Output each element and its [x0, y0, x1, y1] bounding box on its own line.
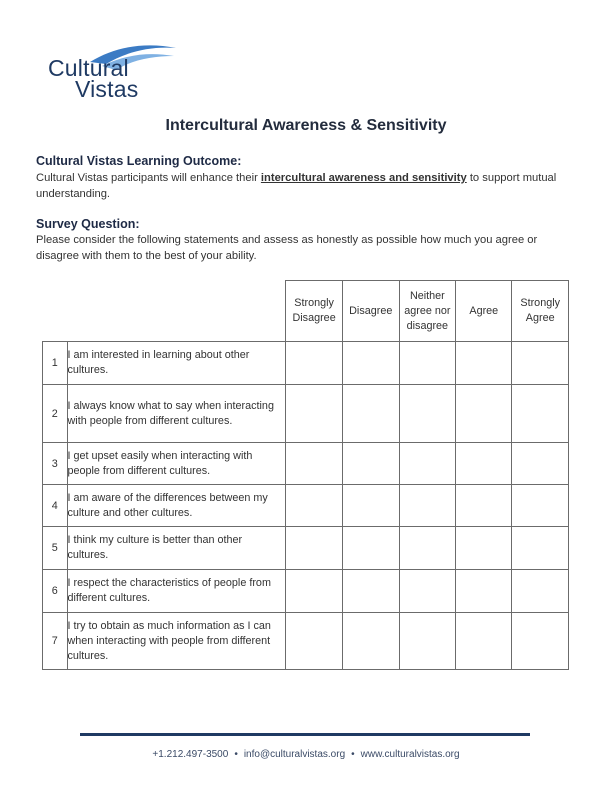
table-row — [43, 443, 569, 485]
response-cell-disagree[interactable] — [342, 342, 399, 385]
response-cell-strongly-agree[interactable] — [512, 485, 569, 527]
table-row — [43, 485, 569, 527]
response-cell-strongly-agree[interactable] — [512, 385, 569, 443]
response-cell-strongly-disagree[interactable] — [286, 613, 343, 670]
table-row — [43, 527, 569, 570]
row-number: 4 — [43, 485, 68, 527]
logo-word-cultural: Cultural — [48, 55, 129, 81]
footer-separator: • — [351, 749, 355, 760]
response-cell-agree[interactable] — [456, 570, 512, 613]
footer-divider — [80, 733, 530, 736]
response-cell-neither[interactable] — [399, 385, 456, 443]
response-cell-strongly-agree[interactable] — [512, 342, 569, 385]
row-statement: I think my culture is better than other cultures. — [67, 527, 286, 570]
response-cell-agree[interactable] — [456, 527, 512, 570]
response-cell-agree[interactable] — [456, 443, 512, 485]
response-cell-disagree[interactable] — [342, 570, 399, 613]
response-cell-strongly-agree[interactable] — [512, 570, 569, 613]
survey-table — [42, 280, 569, 670]
row-number: 1 — [43, 342, 68, 385]
outcome-highlight: intercultural awareness and sensitivity — [260, 172, 467, 184]
survey-heading: Survey Question: — [36, 217, 140, 231]
response-cell-disagree[interactable] — [342, 613, 399, 670]
row-statement: I get upset easily when interacting with people from different cultures. — [67, 443, 286, 485]
row-number: 7 — [43, 613, 68, 670]
response-cell-strongly-disagree[interactable] — [286, 385, 343, 443]
footer-contact — [0, 749, 612, 760]
table-row — [43, 342, 569, 385]
row-statement: I respect the characteristics of people from different cultures. — [67, 570, 286, 613]
scale-header-row — [43, 281, 569, 342]
header-agree: Agree — [456, 281, 512, 342]
outcome-paragraph — [36, 170, 581, 202]
footer-email[interactable]: info@culturalvistas.org — [243, 749, 346, 760]
response-cell-strongly-disagree[interactable] — [286, 485, 343, 527]
response-cell-strongly-disagree[interactable] — [286, 570, 343, 613]
response-cell-strongly-disagree[interactable] — [286, 443, 343, 485]
response-cell-strongly-disagree[interactable] — [286, 342, 343, 385]
response-cell-neither[interactable] — [399, 485, 456, 527]
response-cell-neither[interactable] — [399, 443, 456, 485]
row-statement: I am interested in learning about other cultures. — [67, 342, 286, 385]
page-title: Intercultural Awareness & Sensitivity — [165, 117, 447, 134]
response-cell-agree[interactable] — [456, 385, 512, 443]
row-statement: I am aware of the differences between my culture and other cultures. — [67, 485, 286, 527]
table-row — [43, 613, 569, 670]
response-cell-neither[interactable] — [399, 570, 456, 613]
outcome-text-after: to support mutual understanding. — [36, 172, 557, 200]
header-strongly-disagree: Strongly Disagree — [286, 281, 343, 342]
response-cell-disagree[interactable] — [342, 385, 399, 443]
response-cell-disagree[interactable] — [342, 485, 399, 527]
table-row — [43, 570, 569, 613]
header-strongly-agree: Strongly Agree — [512, 281, 569, 342]
row-number: 6 — [43, 570, 68, 613]
header-spacer — [43, 281, 286, 342]
response-cell-neither[interactable] — [399, 613, 456, 670]
footer-separator: • — [234, 749, 238, 760]
header-neither: Neither agree nor disagree — [399, 281, 456, 342]
response-cell-agree[interactable] — [456, 342, 512, 385]
row-statement: I try to obtain as much information as I can when interacting with people from different cultures. — [67, 613, 286, 670]
row-number: 3 — [43, 443, 68, 485]
footer-website[interactable]: www.culturalvistas.org — [360, 749, 460, 760]
response-cell-neither[interactable] — [399, 527, 456, 570]
header-disagree: Disagree — [342, 281, 399, 342]
response-cell-disagree[interactable] — [342, 527, 399, 570]
cultural-vistas-logo — [48, 40, 178, 102]
response-cell-strongly-disagree[interactable] — [286, 527, 343, 570]
logo-word-vistas: Vistas — [75, 76, 139, 102]
outcome-text-before: Cultural Vistas participants will enhance their — [36, 172, 261, 184]
row-statement: I always know what to say when interacting with people from different cultures. — [67, 385, 286, 443]
footer-phone: +1.212.497-3500 — [152, 749, 229, 760]
response-cell-agree[interactable] — [456, 485, 512, 527]
outcome-heading: Cultural Vistas Learning Outcome: — [36, 154, 242, 168]
response-cell-strongly-agree[interactable] — [512, 527, 569, 570]
response-cell-strongly-agree[interactable] — [512, 443, 569, 485]
response-cell-agree[interactable] — [456, 613, 512, 670]
response-cell-strongly-agree[interactable] — [512, 613, 569, 670]
survey-paragraph: Please consider the following statements and assess as honestly as possible how much you agree or disagree with them to the best of your ability. — [36, 234, 538, 262]
row-number: 2 — [43, 385, 68, 443]
response-cell-disagree[interactable] — [342, 443, 399, 485]
table-row — [43, 385, 569, 443]
row-number: 5 — [43, 527, 68, 570]
response-cell-neither[interactable] — [399, 342, 456, 385]
